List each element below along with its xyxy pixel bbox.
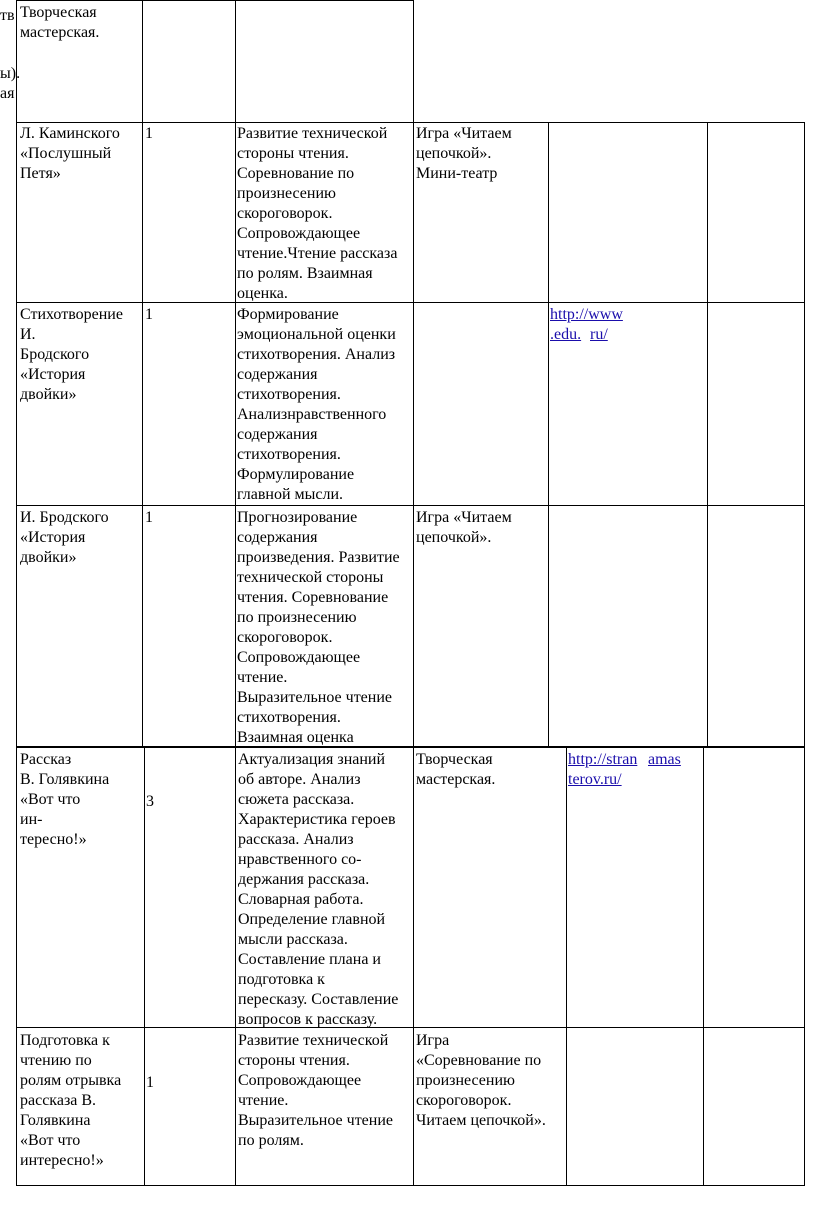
row4-activities-cell: Актуализация знаний об авторе. Анализ сюжета рассказа. Характеристика героев рассказа. Анализ нравственного со- держания рассказа. Словарная работа. Определение главной мысли рассказа. Составление плана и подготовка к пересказу. Составление вопросов к рассказу.	[238, 751, 399, 1028]
cutoff-text-3: ая	[0, 85, 15, 102]
col-border-extra-left-a	[707, 122, 708, 746]
row5-activities-cell: Развитие технической стороны чтения. Сопровождающее чтение. Выразительное чтение по ролям.	[238, 1032, 394, 1149]
row4-resource-link-part2[interactable]: amas	[648, 751, 681, 768]
row1-activities-cell: Развитие технической стороны чтения. Соревнование по произнесению скороговорок. Сопровождающее чтение.Чтение рассказа по ролям. Взаимная оценка.	[237, 125, 398, 302]
row4-resource-link-part1[interactable]: http://stran	[568, 751, 638, 768]
row5-top-border	[16, 1027, 805, 1028]
col-border-hours-left-a	[142, 122, 143, 746]
row5-form-cell: Игра «Соревнование по произнесению скороговорок. Читаем цепочкой».	[416, 1032, 546, 1129]
cutoff-text-2: ы).	[0, 65, 21, 82]
row2-topic-cell: Стихотворение И. Бродского «История двойки»	[20, 306, 123, 403]
row3-topic-cell: И. Бродского «История двойки»	[20, 509, 109, 566]
row1-hours-cell: 1	[145, 125, 153, 142]
row0-col-border-3	[235, 0, 236, 122]
col-border-right	[804, 122, 805, 1185]
row0-col-border-4	[413, 0, 414, 122]
col-border-activities-left	[235, 122, 236, 1185]
row2-activities-cell: Формирование эмоциональной оценки стихотворения. Анализ содержания стихотворения. Анализнравственного содержания стихотворения. Формулирование главной мысли.	[237, 306, 396, 503]
col-border-hours-left-b	[144, 746, 145, 1185]
row2-resource-link-part2[interactable]: .edu.	[550, 326, 582, 343]
row0-col-border-1	[16, 0, 17, 122]
row5-bottom-border	[16, 1185, 805, 1186]
row2-resource-link-part1[interactable]: http://www	[550, 306, 623, 323]
row4-form-cell: Творческая мастерская.	[416, 751, 496, 788]
row4-topic-cell: Рассказ В. Голявкина «Вот что ин- тересно!»	[20, 751, 110, 848]
row4-top-border	[16, 746, 805, 748]
row1-form-cell: Игра «Читаем цепочкой». Мини-театр	[416, 125, 512, 182]
row0-top-border	[16, 0, 414, 1]
row3-activities-cell: Прогнозирование содержания произведения. Развитие технической стороны чтения. Соревнование по произнесению скороговорок. Сопровождающее чтение. Выразительное чтение стихотворения. Взаимная оценка	[237, 509, 400, 746]
col-border-form-left	[413, 122, 414, 1185]
row0-col-border-2	[142, 0, 143, 122]
row2-top-border	[16, 302, 805, 303]
row3-form-cell: Игра «Читаем цепочкой».	[416, 509, 512, 546]
col-border-resource-left-b	[566, 746, 567, 1185]
row3-hours-cell: 1	[145, 509, 153, 526]
row2-resource-link-part3[interactable]: ru/	[590, 326, 608, 343]
row0-form-cell: Творческая мастерская.	[20, 4, 100, 41]
row4-resource-link-part3[interactable]: terov.ru/	[568, 771, 622, 788]
col-border-topic-left	[16, 122, 17, 1185]
row2-hours-cell: 1	[145, 306, 153, 323]
row5-topic-cell: Подготовка к чтению по ролям отрывка рассказа В. Голявкина «Вот что интересно!»	[20, 1032, 122, 1169]
col-border-resource-left-a	[548, 122, 549, 746]
row1-top-border	[16, 122, 805, 123]
col-border-extra-left-b	[703, 746, 704, 1185]
row5-hours-cell: 1	[146, 1074, 154, 1091]
row4-hours-cell: 3	[146, 793, 154, 810]
cutoff-text-1: тв	[0, 7, 15, 24]
row3-top-border	[16, 505, 805, 506]
row1-topic-cell: Л. Каминского «Послушный Петя»	[20, 125, 120, 182]
